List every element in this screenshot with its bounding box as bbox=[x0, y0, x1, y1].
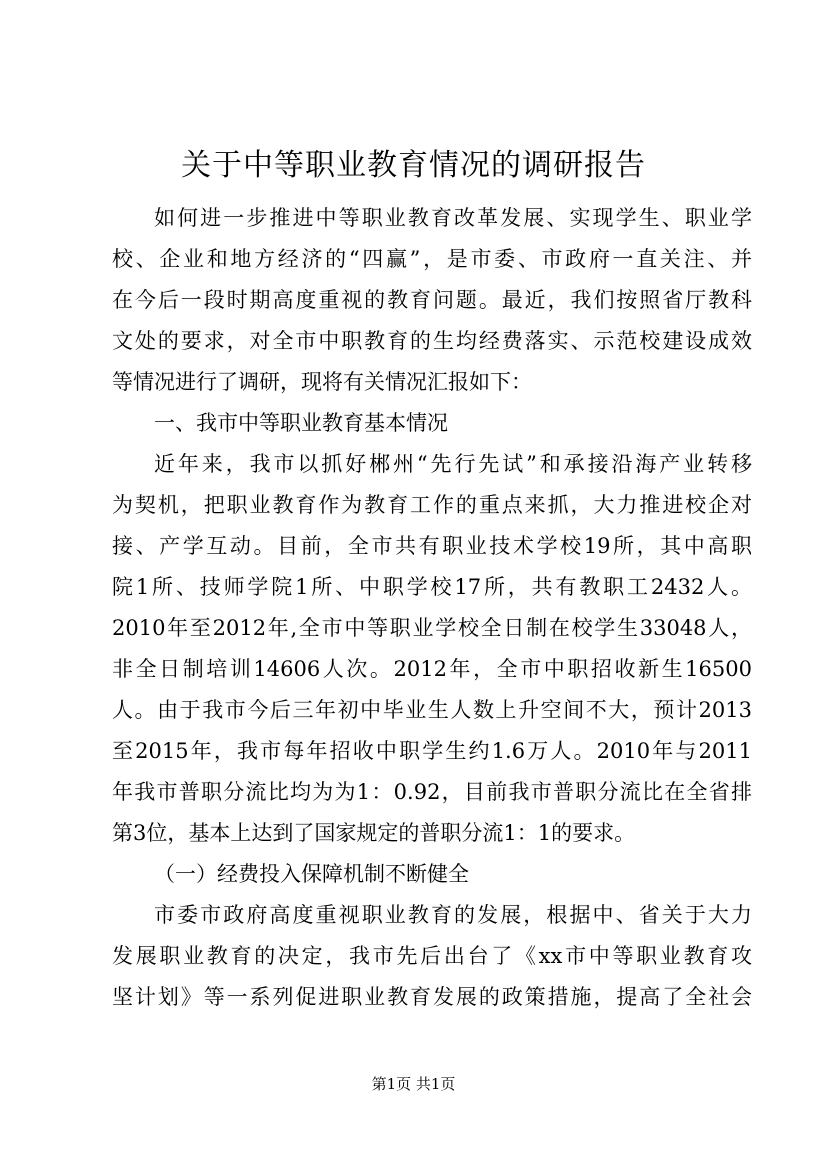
body-line: 院1所、技师学院1所、中职学校17所，共有教职工2432人。 bbox=[112, 575, 752, 599]
body-line: 在今后一段时期高度重视的教育问题。最近，我们按照省厅教科 bbox=[112, 288, 752, 312]
body-line: 近年来，我市以抓好郴州“先行先试”和承接沿海产业转移 bbox=[154, 452, 752, 476]
body-line: 第3位，基本上达到了国家规定的普职分流1：1的要求。 bbox=[112, 821, 636, 845]
document-title: 关于中等职业教育情况的调研报告 bbox=[181, 148, 646, 183]
subsection-heading: （一）经费投入保障机制不断健全 bbox=[154, 862, 469, 886]
section-heading: 一、我市中等职业教育基本情况 bbox=[154, 411, 448, 435]
body-line: 人。由于我市今后三年初中毕业生人数上升空间不大，预计2013 bbox=[112, 698, 752, 722]
body-line: 年我市普职分流比均为为1：0.92，目前我市普职分流比在全省排 bbox=[112, 780, 752, 804]
body-line: 如何进一步推进中等职业教育改革发展、实现学生、职业学 bbox=[154, 206, 752, 230]
body-line: 非全日制培训14606人次。2012年，全市中职招收新生16500 bbox=[112, 657, 752, 681]
document-body bbox=[112, 198, 752, 1018]
body-line: 为契机，把职业教育作为教育工作的重点来抓，大力推进校企对 bbox=[112, 493, 752, 517]
body-line: 校、企业和地方经济的“四赢”，是市委、市政府一直关注、并 bbox=[112, 247, 752, 271]
body-line: 至2015年，我市每年招收中职学生约1.6万人。2010年与2011 bbox=[112, 739, 752, 763]
body-line: 文处的要求，对全市中职教育的生均经费落实、示范校建设成效 bbox=[112, 329, 752, 353]
body-line: 等情况进行了调研，现将有关情况汇报如下： bbox=[112, 370, 532, 394]
body-line: 市委市政府高度重视职业教育的发展，根据中、省关于大力 bbox=[154, 903, 752, 927]
page-footer: 第1页 共1页 bbox=[371, 1075, 456, 1093]
body-line: 发展职业教育的决定，我市先后出台了《xx市中等职业教育攻 bbox=[112, 944, 752, 968]
body-line: 坚计划》等一系列促进职业教育发展的政策措施，提高了全社会 bbox=[112, 985, 752, 1009]
body-line: 2010年至2012年,全市中等职业学校全日制在校学生33048人， bbox=[112, 616, 752, 640]
body-line: 接、产学互动。目前，全市共有职业技术学校19所，其中高职 bbox=[112, 534, 752, 558]
